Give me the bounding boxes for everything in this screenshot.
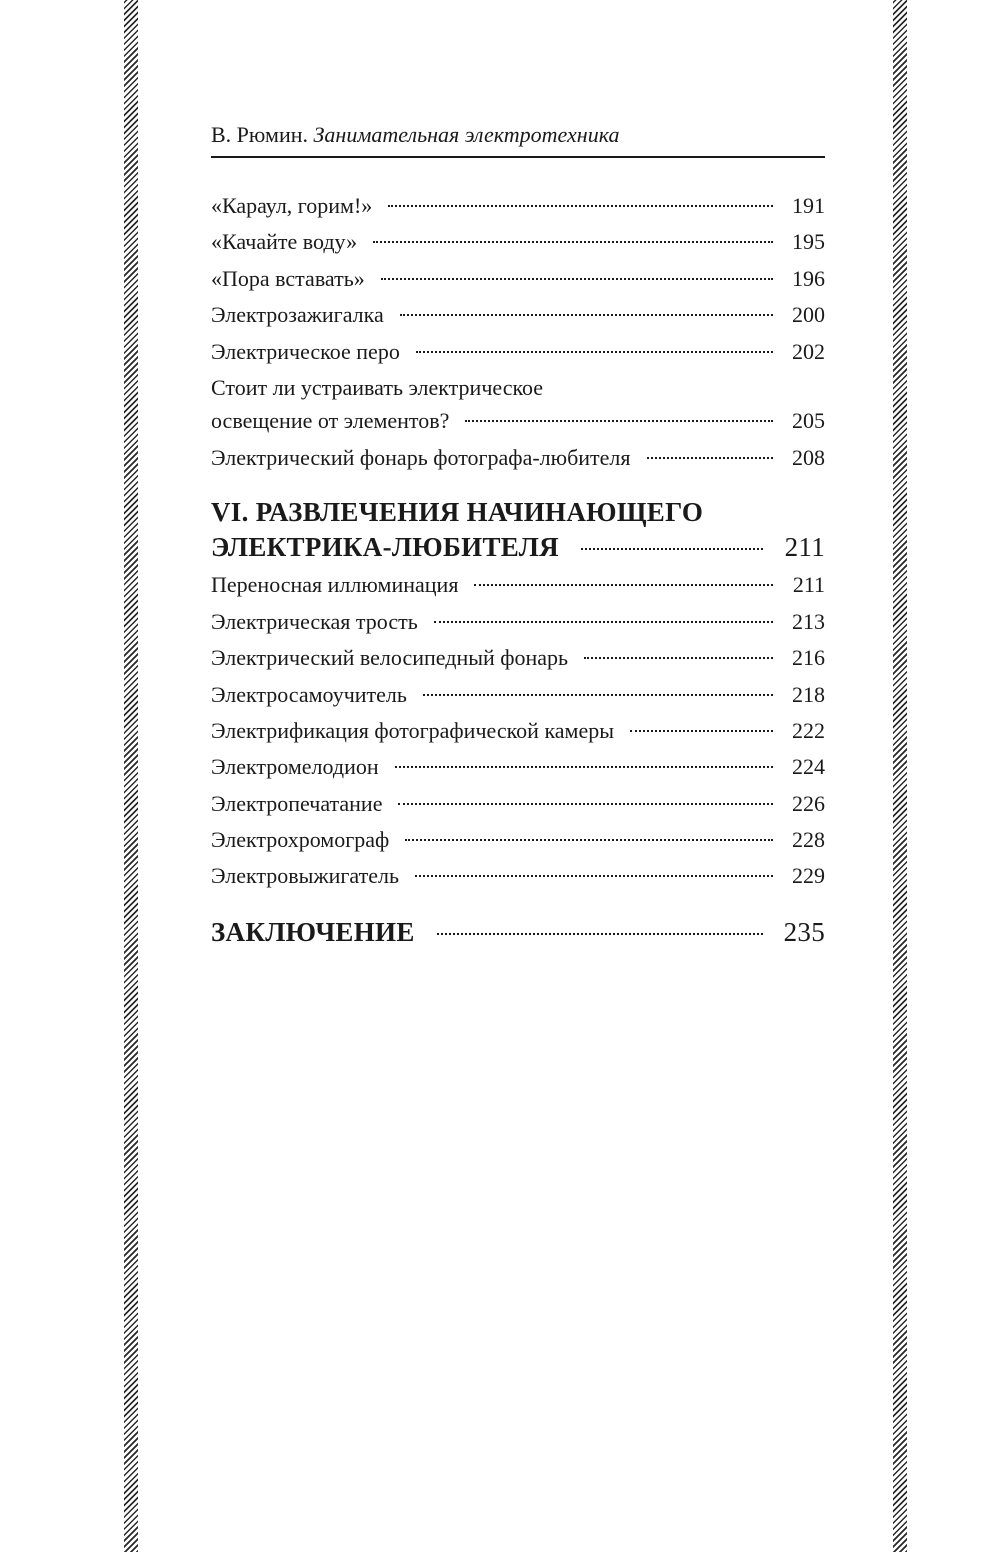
dot-leader bbox=[647, 457, 773, 459]
toc-entry-title: Электрическая трость bbox=[211, 609, 418, 634]
toc-entry-page: 205 bbox=[792, 408, 825, 433]
dot-leader bbox=[373, 241, 773, 243]
dot-leader bbox=[465, 420, 773, 422]
conclusion-page: 235 bbox=[783, 917, 825, 947]
decorative-border-left bbox=[124, 0, 138, 1552]
toc-entry-page: 195 bbox=[792, 229, 825, 254]
toc-entry-page: 226 bbox=[792, 791, 825, 816]
toc-entry-title-line[interactable]: Стоит ли устраивать электрическое bbox=[211, 375, 544, 400]
dot-leader bbox=[388, 205, 773, 207]
toc-entry[interactable] bbox=[211, 790, 825, 818]
dot-leader bbox=[437, 933, 763, 935]
running-head bbox=[211, 120, 825, 150]
toc-entry[interactable] bbox=[211, 826, 825, 854]
dot-leader bbox=[423, 694, 773, 696]
chapter-entry[interactable] bbox=[211, 530, 825, 564]
toc-entry[interactable] bbox=[211, 681, 825, 709]
dot-leader bbox=[434, 621, 773, 623]
toc-entry-page: 222 bbox=[792, 718, 825, 743]
decorative-border-right bbox=[893, 0, 907, 1552]
toc-entry-page: 211 bbox=[792, 572, 825, 597]
toc-entry-page: 208 bbox=[792, 445, 825, 470]
toc-entry-title: Переносная иллюминация bbox=[211, 572, 459, 597]
toc-entry-title: Электрический фонарь фотографа-любителя bbox=[211, 445, 631, 470]
toc-entry[interactable] bbox=[211, 444, 825, 472]
toc-entry[interactable] bbox=[211, 608, 825, 636]
running-head-author: В. Рюмин. bbox=[211, 122, 309, 147]
toc-entry[interactable] bbox=[211, 753, 825, 781]
toc-entry[interactable] bbox=[211, 301, 825, 329]
toc-entry-page: 228 bbox=[792, 827, 825, 852]
toc-entry-title: Электрохромограф bbox=[211, 827, 390, 852]
dot-leader bbox=[584, 657, 773, 659]
toc-entry[interactable] bbox=[211, 228, 825, 256]
dot-leader bbox=[395, 766, 773, 768]
dot-leader bbox=[474, 584, 773, 586]
toc-entry-title: Электрический велосипедный фонарь bbox=[211, 645, 569, 670]
conclusion-entry[interactable] bbox=[211, 915, 825, 949]
chapter-page: 211 bbox=[784, 532, 825, 562]
toc-entry[interactable] bbox=[211, 338, 825, 366]
toc-entry[interactable] bbox=[211, 192, 825, 220]
dot-leader bbox=[381, 278, 773, 280]
dot-leader bbox=[581, 548, 763, 550]
toc-entry-title: Электрификация фотографической камеры bbox=[211, 718, 615, 743]
toc-entry-title: «Качайте воду» bbox=[211, 229, 358, 254]
toc-entry-title: Электрозажигалка bbox=[211, 302, 384, 327]
toc-entry-page: 196 bbox=[792, 266, 825, 291]
header-rule bbox=[211, 156, 825, 158]
toc-entry[interactable] bbox=[211, 644, 825, 672]
running-head-title: Занимательная электротехника bbox=[313, 122, 620, 147]
toc-entry-page: 218 bbox=[792, 682, 825, 707]
toc-entry-title: Электропечатание bbox=[211, 791, 383, 816]
dot-leader bbox=[405, 839, 773, 841]
dot-leader bbox=[415, 875, 773, 877]
toc-entry-title: освещение от элементов? bbox=[211, 408, 450, 433]
toc-entry[interactable] bbox=[211, 571, 825, 599]
toc-entry-page: 224 bbox=[792, 754, 825, 779]
toc-entry-page: 213 bbox=[792, 609, 825, 634]
chapter-title-line[interactable]: VI. РАЗВЛЕЧЕНИЯ НАЧИНАЮЩЕГО bbox=[211, 497, 704, 527]
toc-entry-page: 200 bbox=[792, 302, 825, 327]
toc-entry-title: Электрическое перо bbox=[211, 339, 400, 364]
toc-entry-page: 229 bbox=[792, 863, 825, 888]
toc-entry-title: «Караул, горим!» bbox=[211, 193, 373, 218]
toc-entry-title: Электровыжигатель bbox=[211, 863, 400, 888]
toc-entry-title: Электросамоучитель bbox=[211, 682, 407, 707]
conclusion-title: ЗАКЛЮЧЕНИЕ bbox=[211, 917, 415, 947]
dot-leader bbox=[416, 351, 773, 353]
dot-leader bbox=[398, 803, 773, 805]
toc-entry[interactable] bbox=[211, 717, 825, 745]
dot-leader bbox=[400, 314, 773, 316]
chapter-title: ЭЛЕКТРИКА-ЛЮБИТЕЛЯ bbox=[211, 532, 559, 562]
toc-entry-title: Электромелодион bbox=[211, 754, 379, 779]
toc-entry[interactable] bbox=[211, 407, 825, 435]
toc-entry-title: «Пора вставать» bbox=[211, 266, 365, 291]
toc-entry-page: 202 bbox=[792, 339, 825, 364]
dot-leader bbox=[630, 730, 773, 732]
toc-entry-page: 191 bbox=[792, 193, 825, 218]
toc-entry-page: 216 bbox=[792, 645, 825, 670]
toc-entry[interactable] bbox=[211, 862, 825, 890]
toc-entry[interactable] bbox=[211, 265, 825, 293]
